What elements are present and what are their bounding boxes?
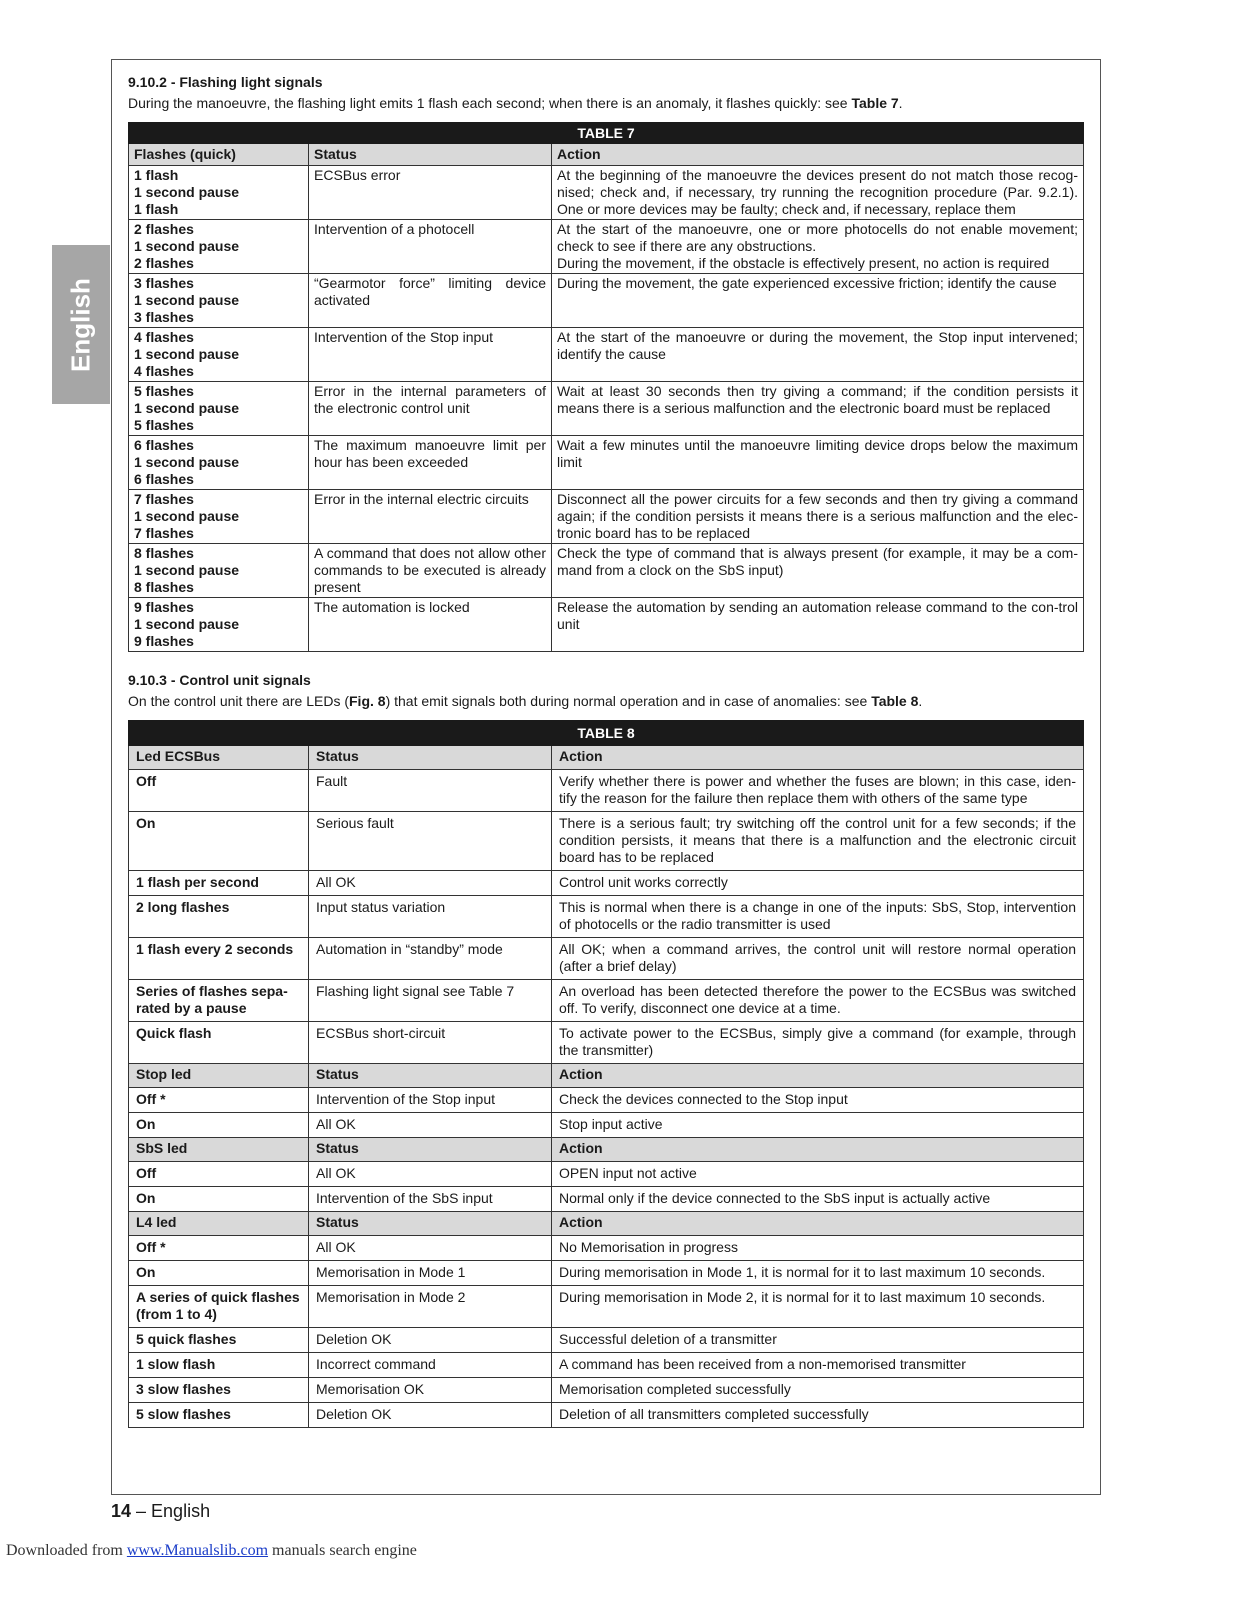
action-cell: At the start of the manoeuvre, one or more photocells do not enable movement; check to see if there are any obstructions. During the movement, if the obstacle is effectively present, no action is required [552, 220, 1084, 274]
action-cell: At the beginning of the manoeuvre the devices present do not match those recog-nised; check and, if necessary, try running the recognition procedure (Par. 9.2.1). One or more devices may be faulty; check and, if necessary, replace them [552, 166, 1084, 220]
table-row [129, 1022, 1084, 1064]
table-row [129, 1353, 1084, 1378]
led-cell: On [129, 812, 309, 871]
figure-reference[interactable]: Fig. 8 [349, 693, 386, 709]
action-cell: Normal only if the device connected to the SbS input is actually active [552, 1187, 1084, 1212]
action-cell: Control unit works correctly [552, 871, 1084, 896]
action-cell: Wait at least 30 seconds then try giving a command; if the condition persists it means there is a serious malfunction and the electronic board must be replaced [552, 382, 1084, 436]
status-cell: Error in the internal electric circuits [309, 490, 552, 544]
status-cell: Fault [309, 770, 552, 812]
table-reference[interactable]: Table 7 [851, 95, 899, 111]
table-row [129, 770, 1084, 812]
action-cell: OPEN input not active [552, 1162, 1084, 1187]
table-row [129, 598, 1084, 652]
header-cell: Action [552, 746, 1084, 770]
header-cell: Led ECSBus [129, 746, 309, 770]
table-row [129, 1236, 1084, 1261]
header-cell: Action [552, 144, 1084, 166]
flashes-cell: 5 flashes 1 second pause 5 flashes [129, 382, 309, 436]
header-cell: Action [552, 1064, 1084, 1088]
status-cell: Intervention of a photocell [309, 220, 552, 274]
table-title: TABLE 8 [129, 721, 1084, 746]
flashes-cell: 1 flash 1 second pause 1 flash [129, 166, 309, 220]
status-cell: Input status variation [309, 896, 552, 938]
header-cell: Status [309, 1212, 552, 1236]
table-row [129, 166, 1084, 220]
side-tab-label: English [65, 277, 96, 372]
table7-container [128, 122, 1083, 652]
table-8 [128, 720, 1084, 1428]
status-cell: The maximum manoeuvre limit per hour has been exceeded [309, 436, 552, 490]
action-cell: No Memorisation in progress [552, 1236, 1084, 1261]
status-cell: All OK [309, 1162, 552, 1187]
table-row [129, 382, 1084, 436]
led-cell: 5 slow flashes [129, 1403, 309, 1428]
table-row [129, 1378, 1084, 1403]
header-cell: SbS led [129, 1138, 309, 1162]
action-cell: Check the devices connected to the Stop input [552, 1088, 1084, 1113]
action-cell: Deletion of all transmitters completed successfully [552, 1403, 1084, 1428]
action-cell: Successful deletion of a transmitter [552, 1328, 1084, 1353]
header-cell: Status [309, 144, 552, 166]
table-row [129, 896, 1084, 938]
table-row [129, 274, 1084, 328]
table-header-row [129, 1138, 1084, 1162]
status-cell: Flashing light signal see Table 7 [309, 980, 552, 1022]
section-control-unit [128, 672, 1083, 709]
led-cell: On [129, 1187, 309, 1212]
action-cell: All OK; when a command arrives, the control unit will restore normal operation (after a brief delay) [552, 938, 1084, 980]
section-heading: 9.10.2 - Flashing light signals [128, 74, 323, 90]
header-cell: Stop led [129, 1064, 309, 1088]
flashes-cell: 3 flashes 1 second pause 3 flashes [129, 274, 309, 328]
led-cell: 1 flash per second [129, 871, 309, 896]
led-cell: Off * [129, 1088, 309, 1113]
table-row [129, 1187, 1084, 1212]
action-cell: Verify whether there is power and whether the fuses are blown; in this case, iden-tify the reason for the failure then replace them with others of the same type [552, 770, 1084, 812]
table-row [129, 544, 1084, 598]
table-row [129, 220, 1084, 274]
status-cell: Deletion OK [309, 1403, 552, 1428]
led-cell: 1 slow flash [129, 1353, 309, 1378]
action-cell: This is normal when there is a change in one of the inputs: SbS, Stop, intervention of photocells or the radio transmitter is used [552, 896, 1084, 938]
action-cell: Release the automation by sending an automation release command to the con-trol unit [552, 598, 1084, 652]
table-row [129, 1328, 1084, 1353]
table-row [129, 490, 1084, 544]
header-cell: Status [309, 1064, 552, 1088]
flashes-cell: 8 flashes 1 second pause 8 flashes [129, 544, 309, 598]
action-cell: During memorisation in Mode 1, it is normal for it to last maximum 10 seconds. [552, 1261, 1084, 1286]
action-cell: A command has been received from a non-memorised transmitter [552, 1353, 1084, 1378]
status-cell: All OK [309, 1236, 552, 1261]
table-row [129, 1261, 1084, 1286]
table-header-row [129, 144, 1084, 166]
header-cell: Action [552, 1212, 1084, 1236]
status-cell: Intervention of the Stop input [309, 328, 552, 382]
table-reference[interactable]: Table 8 [871, 693, 919, 709]
status-cell: Error in the internal parameters of the electronic control unit [309, 382, 552, 436]
table-row [129, 871, 1084, 896]
action-cell: Wait a few minutes until the manoeuvre limiting device drops below the maximum limit [552, 436, 1084, 490]
flashes-cell: 7 flashes 1 second pause 7 flashes [129, 490, 309, 544]
table-title: TABLE 7 [129, 123, 1084, 144]
status-cell: All OK [309, 871, 552, 896]
action-cell: At the start of the manoeuvre or during the movement, the Stop input intervened; identify the cause [552, 328, 1084, 382]
language-side-tab [52, 245, 110, 404]
table-row [129, 938, 1084, 980]
status-cell: ECSBus error [309, 166, 552, 220]
section-intro: During the manoeuvre, the flashing light emits 1 flash each second; when there is an anomaly, it flashes quickly: see Table 7. [128, 95, 903, 111]
table-row [129, 328, 1084, 382]
status-cell: Memorisation in Mode 1 [309, 1261, 552, 1286]
table-row [129, 1286, 1084, 1328]
page-footer [111, 1501, 210, 1522]
action-cell: During memorisation in Mode 2, it is normal for it to last maximum 10 seconds. [552, 1286, 1084, 1328]
led-cell: 2 long flashes [129, 896, 309, 938]
status-cell: “Gearmotor force” limiting device activated [309, 274, 552, 328]
table-7 [128, 122, 1084, 652]
table-row [129, 1162, 1084, 1187]
table-header-row [129, 1212, 1084, 1236]
section-flashing-light [128, 74, 1083, 111]
header-cell: L4 led [129, 1212, 309, 1236]
section-intro: On the control unit there are LEDs (Fig. 8) that emit signals both during normal operation and in case of anomalies: see Table 8. [128, 693, 923, 709]
flashes-cell: 2 flashes 1 second pause 2 flashes [129, 220, 309, 274]
table-header-row [129, 1064, 1084, 1088]
led-cell: Off * [129, 1236, 309, 1261]
status-cell: Intervention of the SbS input [309, 1187, 552, 1212]
led-cell: Off [129, 770, 309, 812]
table-row [129, 980, 1084, 1022]
status-cell: A command that does not allow other commands to be executed is already present [309, 544, 552, 598]
table8-container [128, 720, 1083, 1428]
flashes-cell: 4 flashes 1 second pause 4 flashes [129, 328, 309, 382]
led-cell: 3 slow flashes [129, 1378, 309, 1403]
table-row [129, 1113, 1084, 1138]
led-cell: 1 flash every 2 seconds [129, 938, 309, 980]
led-cell: Quick flash [129, 1022, 309, 1064]
status-cell: Automation in “standby” mode [309, 938, 552, 980]
status-cell: Memorisation in Mode 2 [309, 1286, 552, 1328]
status-cell: Memorisation OK [309, 1378, 552, 1403]
status-cell: The automation is locked [309, 598, 552, 652]
action-cell: To activate power to the ECSBus, simply give a command (for example, through the transmitter) [552, 1022, 1084, 1064]
manualslib-link[interactable]: www.Manualslib.com [126, 1542, 269, 1559]
led-cell: On [129, 1113, 309, 1138]
status-cell: Intervention of the Stop input [309, 1088, 552, 1113]
action-cell: An overload has been detected therefore the power to the ECSBus was switched off. To verify, disconnect one device at a time. [552, 980, 1084, 1022]
status-cell: Serious fault [309, 812, 552, 871]
section-heading: 9.10.3 - Control unit signals [128, 672, 311, 688]
header-cell: Action [552, 1138, 1084, 1162]
led-cell: Series of flashes sepa-rated by a pause [129, 980, 309, 1022]
status-cell: All OK [309, 1113, 552, 1138]
footer-language: – English [131, 1501, 211, 1521]
header-cell: Status [309, 1138, 552, 1162]
table-row [129, 812, 1084, 871]
action-cell: Memorisation completed successfully [552, 1378, 1084, 1403]
action-cell: Disconnect all the power circuits for a few seconds and then try giving a command again; if the condition persists it means there is a serious malfunction and the elec-tronic board has to be replaced [552, 490, 1084, 544]
table-row [129, 1403, 1084, 1428]
led-cell: Off [129, 1162, 309, 1187]
action-cell: Stop input active [552, 1113, 1084, 1138]
header-cell: Status [309, 746, 552, 770]
page-number: 14 [111, 1501, 132, 1521]
action-cell: There is a serious fault; try switching off the control unit for a few seconds; if the condition persists, it means that there is a malfunction and the electronic circuit board has to be replaced [552, 812, 1084, 871]
led-cell: A series of quick flashes (from 1 to 4) [129, 1286, 309, 1328]
action-cell: During the movement, the gate experienced excessive friction; identify the cause [552, 274, 1084, 328]
table-header-row [129, 746, 1084, 770]
table-row [129, 1088, 1084, 1113]
status-cell: Deletion OK [309, 1328, 552, 1353]
flashes-cell: 9 flashes 1 second pause 9 flashes [129, 598, 309, 652]
led-cell: 5 quick flashes [129, 1328, 309, 1353]
status-cell: Incorrect command [309, 1353, 552, 1378]
led-cell: On [129, 1261, 309, 1286]
action-cell: Check the type of command that is always present (for example, it may be a com-mand from a clock on the SbS input) [552, 544, 1084, 598]
status-cell: ECSBus short-circuit [309, 1022, 552, 1064]
header-cell: Flashes (quick) [129, 144, 309, 166]
download-note: Downloaded from www.Manualslib.com manuals search engine [6, 1542, 417, 1559]
flashes-cell: 6 flashes 1 second pause 6 flashes [129, 436, 309, 490]
table-row [129, 436, 1084, 490]
